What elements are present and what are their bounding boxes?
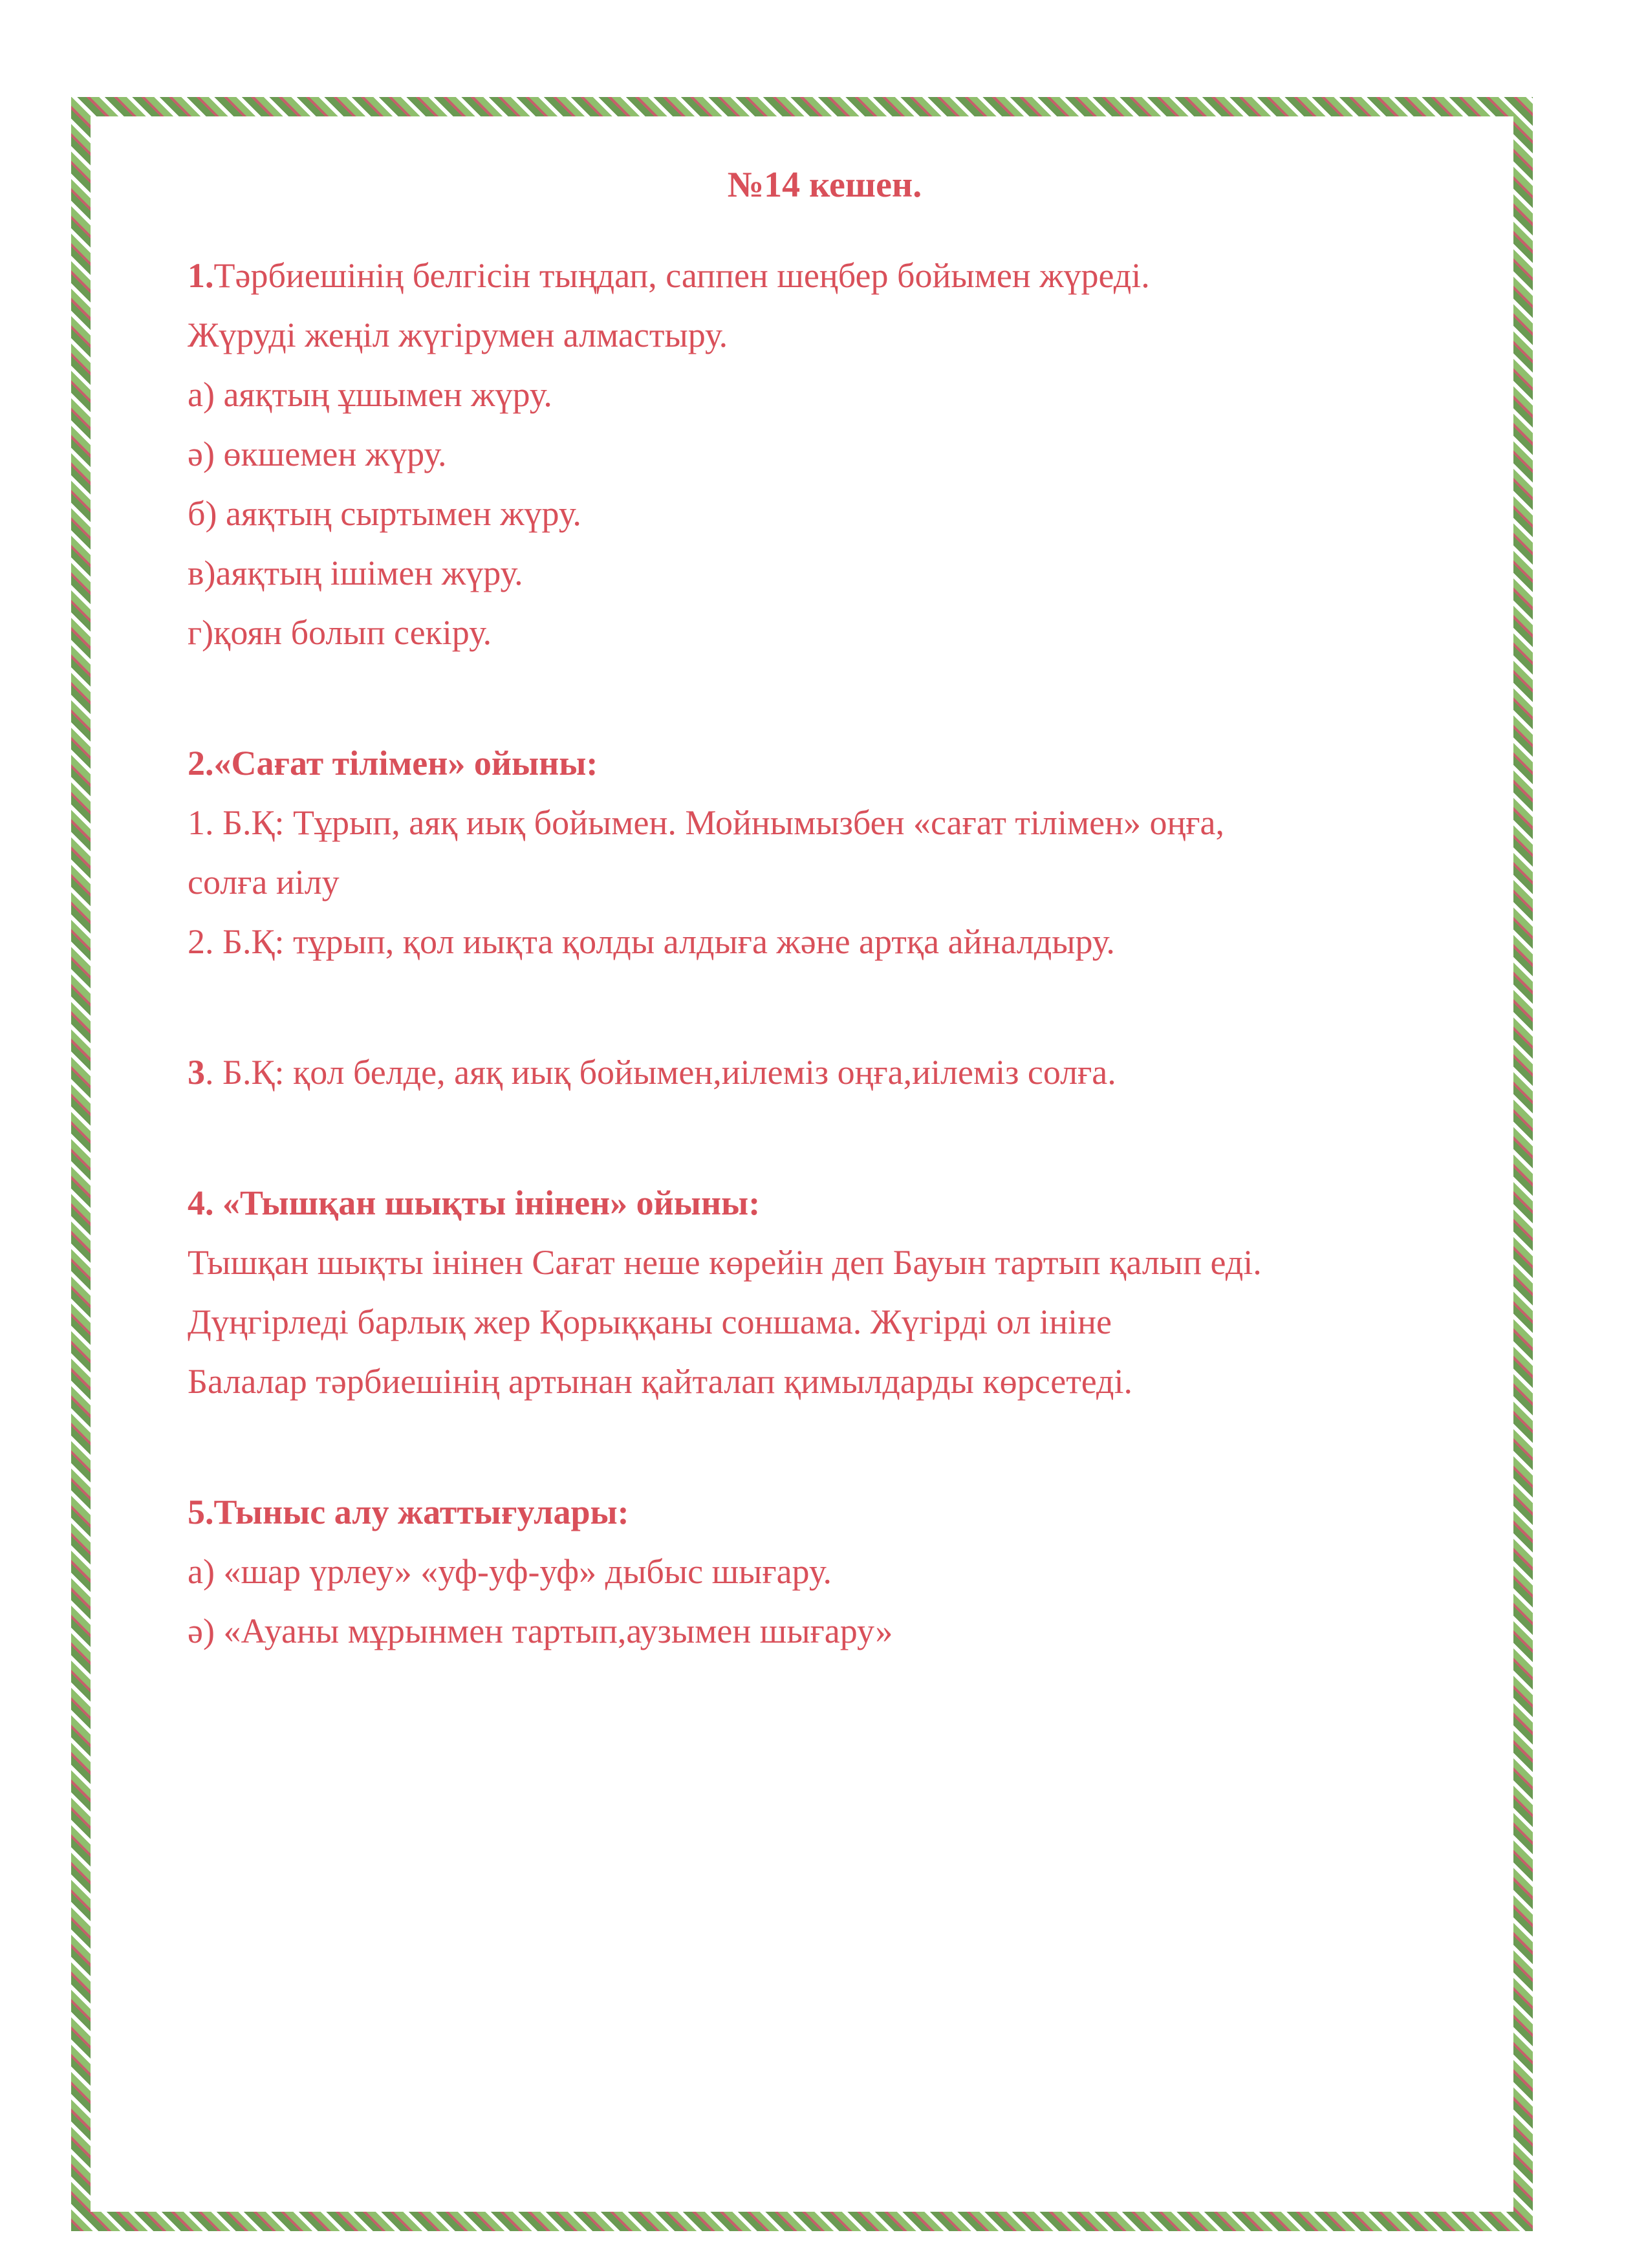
section-3-number: 3 xyxy=(188,1053,205,1092)
section-2 xyxy=(188,733,1513,971)
section-1 xyxy=(188,246,1513,662)
section-4-heading: 4. «Тышқан шықты інінен» ойыны: xyxy=(188,1183,761,1222)
section-5-line: а) «шар үрлеу» «уф-уф-уф» дыбыс шығару. xyxy=(188,1552,832,1591)
section-3 xyxy=(188,1042,1513,1102)
section-2-line-2: солға иілу xyxy=(188,863,340,902)
section-5-heading: 5.Тыныс алу жаттығулары: xyxy=(188,1493,629,1531)
section-1-number: 1. xyxy=(188,256,214,295)
page-title: №14 кешен. xyxy=(727,165,922,205)
section-1-item: ә) өкшемен жүру. xyxy=(188,435,447,473)
section-4-line: Балалар тәрбиешінің артынан қайталап қимылдарды көрсетеді. xyxy=(188,1362,1133,1401)
section-2-heading: 2.«Сағат тілімен» ойыны: xyxy=(188,744,598,783)
section-5 xyxy=(188,1482,1513,1661)
section-2-line-3: 2. Б.Қ: тұрып, қол иықта қолды алдыға және артқа айналдыру. xyxy=(188,922,1115,961)
section-1-line-1: Тәрбиешінің белгісін тыңдап, саппен шеңбер бойымен жүреді. xyxy=(213,256,1150,295)
section-1-item: г)қоян болып секіру. xyxy=(188,613,492,652)
section-4-line: Дүңгірледі барлық жер Қорыққаны соншама. Жүгірді ол ініне xyxy=(188,1302,1112,1341)
section-1-item: а) аяқтың ұшымен жүру. xyxy=(188,375,552,414)
section-1-line-2: Жүруді жеңіл жүгірумен алмастыру. xyxy=(188,316,728,354)
section-5-line: ә) «Ауаны мұрынмен тартып,аузымен шығару» xyxy=(188,1612,893,1650)
section-4-line: Тышқан шықты інінен Сағат неше көрейін деп Бауын тартып қалып еді. xyxy=(188,1243,1262,1282)
section-1-intro xyxy=(188,246,1513,305)
document-body xyxy=(188,155,1513,1661)
section-1-item: б) аяқтың сыртымен жүру. xyxy=(188,494,581,533)
section-2-line-1: 1. Б.Қ: Тұрып, аяқ иық бойымен. Мойнымызбен «сағат тілімен» оңға, xyxy=(188,803,1225,842)
section-1-item: в)аяқтың ішімен жүру. xyxy=(188,554,523,592)
section-3-text: . Б.Қ: қол белде, аяқ иық бойымен,иілеміз оңға,иілеміз солға. xyxy=(205,1053,1116,1092)
section-4 xyxy=(188,1173,1513,1411)
